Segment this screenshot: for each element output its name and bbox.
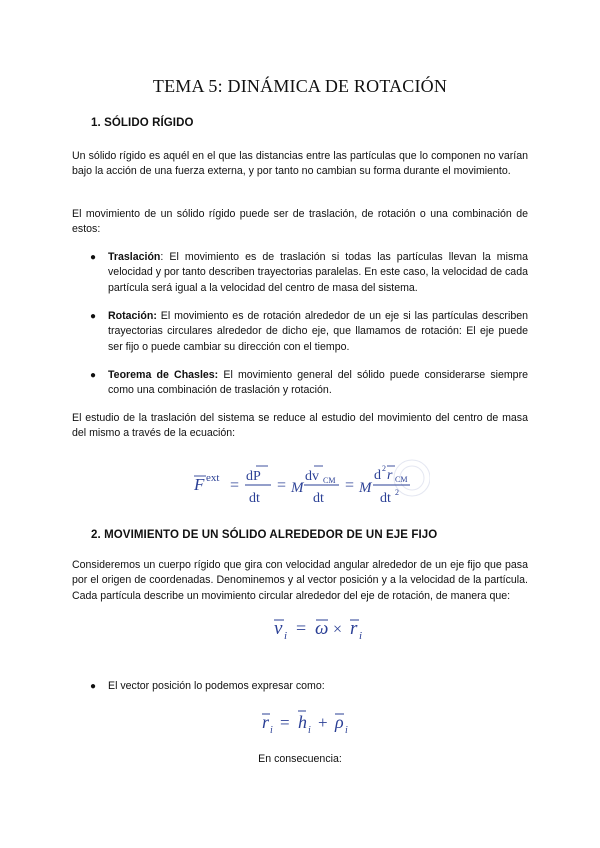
eq-symbol: M bbox=[291, 480, 304, 496]
eq-symbol: F bbox=[194, 475, 205, 494]
eq-symbol: M bbox=[359, 480, 372, 496]
eq-operator: = bbox=[277, 477, 287, 494]
paragraph-definition: Un sólido rígido es aquél en el que las distancias entre las partículas que lo componen no varían bajo la acción de una fuerza externa, y por tanto no cambian su forma durante el movimiento. bbox=[72, 150, 528, 178]
bullet-text: El movimiento es de rotación alrededor de un eje si las partículas describen trayectorias circulares alrededor de dicho eje, que llamamos de rotación: El eje puede ser fijo o puede cambiar su dirección con el tiempo. bbox=[108, 310, 528, 353]
eq-operator: = bbox=[230, 477, 240, 494]
bullet-position-vector: El vector posición lo podemos expresar como: bbox=[108, 680, 325, 692]
bullet-separator: : bbox=[160, 251, 164, 263]
bullet-rotacion bbox=[108, 309, 528, 355]
eq-symbol: dt bbox=[313, 491, 324, 506]
paragraph-movement-types: El movimiento de un sólido rígido puede ser de traslación, de rotación o una combinación de estos: bbox=[72, 208, 528, 236]
eq-operator: × bbox=[333, 621, 343, 638]
section-heading-solido-rigido: 1. SÓLIDO RÍGIDO bbox=[91, 117, 194, 129]
eq-exponent: 2 bbox=[382, 464, 386, 473]
equation-newton-cm bbox=[190, 456, 430, 512]
paragraph-rigid-body-rotation: Consideremos un cuerpo rígido que gira con velocidad angular alrededor de un eje fijo que pasa por el origen de coordenadas. Denominemos y al vector posición y a la velocidad de la partícula. Cada partícula describe un movimiento circular alrededor del eje de rotación, de manera que: bbox=[72, 559, 528, 602]
eq-symbol: CM bbox=[323, 476, 336, 485]
equation-velocity bbox=[270, 612, 380, 644]
bullet-term: Traslación bbox=[108, 251, 161, 263]
paragraph-translation-study: El estudio de la traslación del sistema se reduce al estudio del movimiento del centro de masa del mismo a través de la ecuación: bbox=[72, 412, 528, 440]
bullet-term: Rotación: bbox=[108, 310, 157, 322]
eq-symbol: i bbox=[308, 725, 311, 736]
eq-symbol: ω bbox=[315, 618, 329, 639]
eq-symbol: i bbox=[284, 630, 288, 642]
eq-symbol: r bbox=[387, 468, 393, 483]
bullet-text: El movimiento es de traslación si todas las partículas llevan la misma velocidad y por tanto describen trayectorias paralelas. En este caso, la velocidad de cada partícula será igual a la velocidad del centro de masa del sistema. bbox=[108, 251, 528, 294]
bullet-dot: ● bbox=[90, 252, 97, 263]
eq-operator: = bbox=[296, 618, 307, 638]
eq-symbol: ext bbox=[206, 472, 220, 484]
bullet-dot: ● bbox=[90, 681, 97, 692]
eq-symbol: i bbox=[345, 725, 348, 736]
bullet-chasles bbox=[108, 368, 528, 399]
eq-symbol: v bbox=[274, 618, 283, 639]
eq-symbol: dt bbox=[249, 491, 260, 506]
eq-exponent: 2 bbox=[395, 488, 399, 497]
bullet-traslacion bbox=[108, 250, 528, 296]
eq-symbol: r bbox=[350, 618, 358, 639]
bullet-dot: ● bbox=[90, 311, 97, 322]
eq-symbol: dt bbox=[380, 491, 391, 506]
section-heading-eje-fijo: 2. MOVIMIENTO DE UN SÓLIDO ALREDEDOR DE UN EJE FIJO bbox=[91, 529, 438, 541]
eq-operator: = bbox=[280, 713, 290, 732]
eq-operator: = bbox=[345, 477, 355, 494]
bullet-dot: ● bbox=[90, 370, 97, 381]
eq-symbol: ρ bbox=[335, 712, 344, 732]
equation-position bbox=[258, 706, 368, 738]
eq-symbol: dP bbox=[246, 469, 261, 484]
eq-symbol: dv bbox=[305, 469, 319, 484]
bullet-text: El movimiento general del sólido puede considerarse siempre como una combinación de traslación y rotación. bbox=[108, 369, 528, 397]
bullet-term: Teorema de Chasles: bbox=[108, 369, 219, 381]
eq-symbol: i bbox=[270, 725, 273, 736]
eq-symbol: d bbox=[374, 468, 381, 483]
eq-symbol: h bbox=[298, 712, 307, 732]
eq-symbol: i bbox=[359, 630, 363, 642]
eq-symbol: CM bbox=[395, 475, 408, 484]
page-title: TEMA 5: DINÁMICA DE ROTACIÓN bbox=[152, 76, 448, 96]
paragraph-consequence: En consecuencia: bbox=[258, 753, 342, 765]
eq-operator: + bbox=[318, 713, 328, 732]
eq-symbol: r bbox=[262, 712, 270, 732]
